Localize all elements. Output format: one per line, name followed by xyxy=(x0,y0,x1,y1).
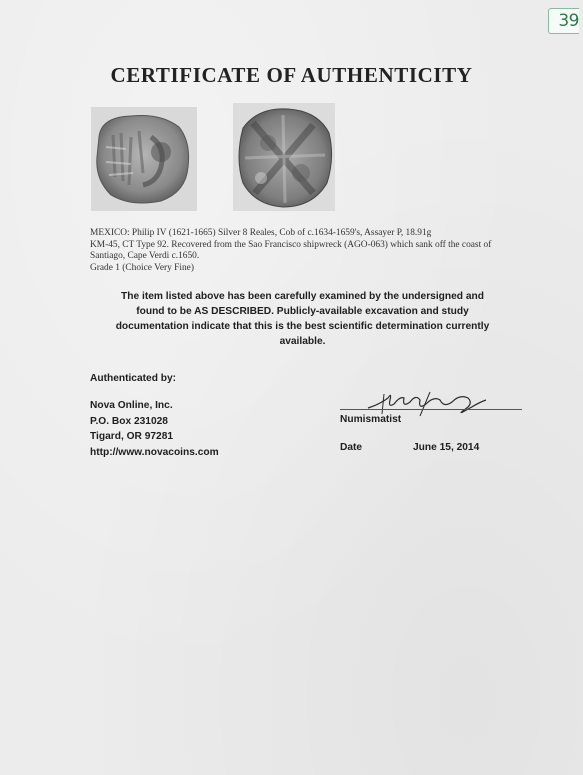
description-line: MEXICO: Philip IV (1621-1665) Silver 8 Reales, Cob of c.1634-1659's, Assayer P, 18.91g xyxy=(90,228,432,238)
coin-reverse-photo xyxy=(233,103,335,211)
date-value: June 15, 2014 xyxy=(413,442,480,453)
statement-line: The item listed above has been carefully examined by the undersigned and xyxy=(121,291,484,302)
description-line: Grade 1 (Choice Very Fine) xyxy=(90,262,194,273)
company-name: Nova Online, Inc. xyxy=(90,400,173,411)
company-address xyxy=(90,398,219,460)
description-line: Santiago, Cape Verdi c.1650. xyxy=(90,251,200,262)
authenticated-by-label: Authenticated by: xyxy=(90,373,177,384)
date-label: Date xyxy=(340,442,363,453)
description-line: KM-45, CT Type 92. Recovered from the Sao Francisco shipwreck (AGO-063) which sank off the coast of xyxy=(90,239,492,250)
authenticity-statement xyxy=(80,289,525,349)
certificate-title: CERTIFICATE OF AUTHENTICITY xyxy=(110,63,473,87)
coin-obverse-photo xyxy=(91,107,197,211)
po-box: P.O. Box 231028 xyxy=(90,415,168,427)
statement-line: available. xyxy=(279,336,326,347)
statement-line: found to be AS DESCRIBED. Publicly-available excavation and study xyxy=(136,306,469,317)
signature-line xyxy=(340,409,522,410)
page-number-stamp: 39 xyxy=(548,8,579,34)
statement-line: documentation indicate that this is the best scientific determination currently xyxy=(115,321,490,332)
numismatist-label: Numismatist xyxy=(340,414,402,425)
website: http://www.novacoins.com xyxy=(90,446,219,458)
item-description xyxy=(90,228,540,274)
city-state-zip: Tigard, OR 97281 xyxy=(90,431,174,442)
